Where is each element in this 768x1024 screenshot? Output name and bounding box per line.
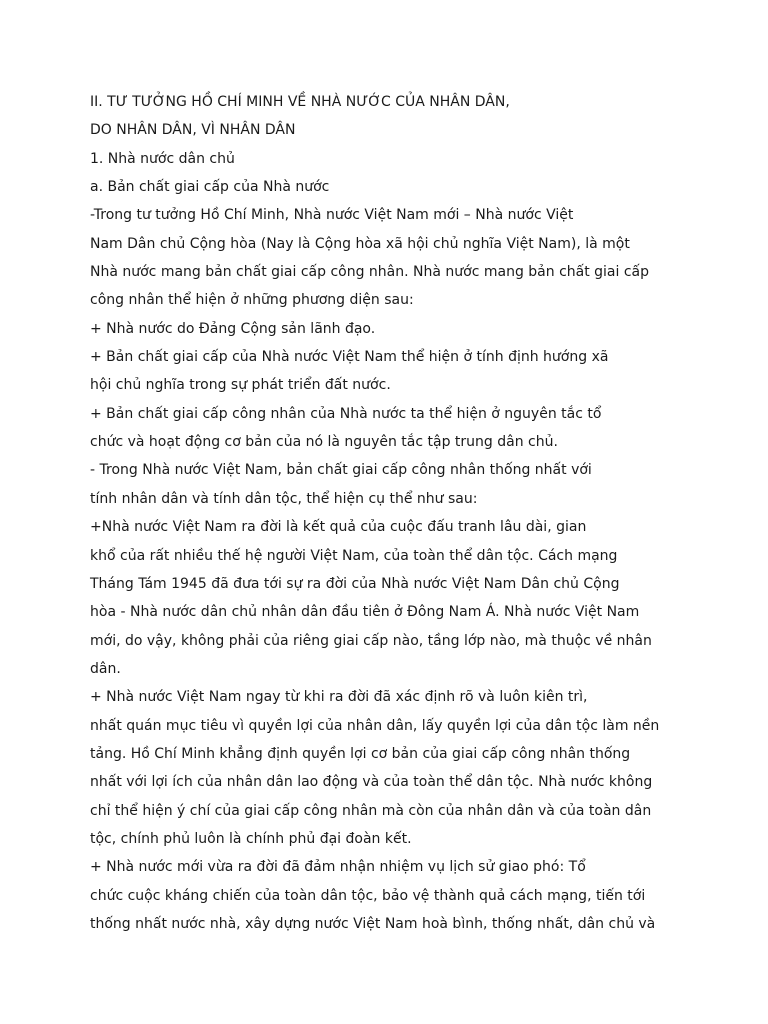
text-line: + Nhà nước do Đảng Cộng sản lãnh đạo. [90, 320, 376, 337]
text-line: chức và hoạt động cơ bản của nó là nguyên tắc tập trung dân chủ. [90, 434, 558, 451]
text-line: + Nhà nước Việt Nam ngay từ khi ra đời đã xác định rõ và luôn kiên trì, [90, 689, 588, 706]
text-line: chức cuộc kháng chiến của toàn dân tộc, bảo vệ thành quả cách mạng, tiến tới [90, 887, 646, 904]
section-heading-line-1: II. TƯ TƯỞNG HỒ CHÍ MINH VỀ NHÀ NƯỚC CỦA NHÂN DÂN, [90, 94, 510, 110]
text-line: hội chủ nghĩa trong sự phát triển đất nước. [90, 377, 391, 394]
text-line: + Bản chất giai cấp công nhân của Nhà nước ta thể hiện ở nguyên tắc tổ [90, 405, 602, 422]
text-line: tộc, chính phủ luôn là chính phủ đại đoàn kết. [90, 830, 412, 847]
document-body [90, 88, 670, 938]
text-line: Tháng Tám 1945 đã đưa tới sự ra đời của Nhà nước Việt Nam Dân chủ Cộng [90, 575, 620, 592]
text-line: hòa - Nhà nước dân chủ nhân dân đầu tiên ở Đông Nam Á. Nhà nước Việt Nam [90, 604, 640, 621]
text-line: nhất với lợi ích của nhân dân lao động và của toàn thể dân tộc. Nhà nước không [90, 774, 653, 791]
text-line: chỉ thể hiện ý chí của giai cấp công nhân mà còn của nhân dân và của toàn dân [90, 802, 652, 819]
text-line: Nhà nước mang bản chất giai cấp công nhân. Nhà nước mang bản chất giai cấp [90, 264, 650, 281]
text-line: + Nhà nước mới vừa ra đời đã đảm nhận nhiệm vụ lịch sử giao phó: Tổ [90, 859, 586, 876]
text-line: tảng. Hồ Chí Minh khẳng định quyền lợi cơ bản của giai cấp công nhân thống [90, 745, 631, 762]
text-line: khổ của rất nhiều thế hệ người Việt Nam, của toàn thể dân tộc. Cách mạng [90, 547, 618, 564]
text-line: - Trong Nhà nước Việt Nam, bản chất giai cấp công nhân thống nhất với [90, 462, 592, 479]
text-line: tính nhân dân và tính dân tộc, thể hiện cụ thể như sau: [90, 490, 478, 507]
text-line: công nhân thể hiện ở những phương diện sau: [90, 292, 414, 309]
text-line: dân. [90, 660, 121, 677]
text-line: nhất quán mục tiêu vì quyền lợi của nhân dân, lấy quyền lợi của dân tộc làm nền [90, 717, 660, 734]
text-line: +Nhà nước Việt Nam ra đời là kết quả của cuộc đấu tranh lâu dài, gian [90, 519, 587, 536]
text-line: Nam Dân chủ Cộng hòa (Nay là Cộng hòa xã hội chủ nghĩa Việt Nam), là một [90, 235, 630, 252]
section-heading-line-2: DO NHÂN DÂN, VÌ NHÂN DÂN [90, 122, 296, 139]
text-line: thống nhất nước nhà, xây dựng nước Việt Nam hoà bình, thống nhất, dân chủ và [90, 915, 656, 932]
text-line: -Trong tư tưởng Hồ Chí Minh, Nhà nước Việt Nam mới – Nhà nước Việt [90, 207, 574, 224]
subsection-heading: 1. Nhà nước dân chủ [90, 150, 235, 167]
text-line: mới, do vậy, không phải của riêng giai cấp nào, tầng lớp nào, mà thuộc về nhân [90, 632, 652, 649]
sub-subsection-heading: a. Bản chất giai cấp của Nhà nước [90, 179, 330, 196]
text-line: + Bản chất giai cấp của Nhà nước Việt Nam thể hiện ở tính định hướng xã [90, 349, 609, 366]
